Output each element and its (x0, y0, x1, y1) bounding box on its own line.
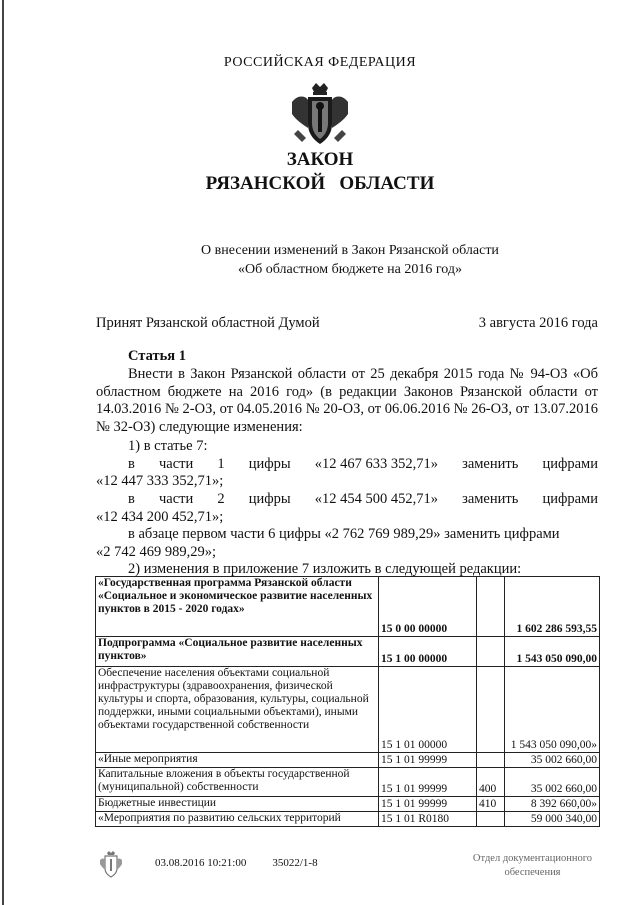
table-row (96, 753, 600, 768)
budget-table (95, 576, 600, 827)
part1-line (96, 456, 598, 473)
footer-meta (155, 857, 318, 869)
law-title (0, 148, 640, 196)
law-subject (150, 241, 550, 279)
table-row (96, 812, 600, 827)
row-name: Бюджетные инвестиции (96, 797, 379, 812)
part2-word: 2 (217, 491, 225, 507)
part3-line: в абзаце первом части 6 цифры «2 762 769 989,29» заменить цифрами (128, 526, 560, 542)
subject-line2: «Об областном бюджете на 2016 год» (238, 262, 462, 277)
part2-word: цифры (248, 491, 291, 507)
part1-word: части (158, 456, 194, 472)
row-amount: 1 543 050 090,00» (505, 667, 600, 753)
federation-header: РОССИЙСКАЯ ФЕДЕРАЦИЯ (223, 55, 417, 70)
part2-word: в (128, 491, 135, 507)
part2-word: заменить (462, 491, 519, 507)
part1-continuation: «12 447 333 352,71»; (96, 473, 224, 489)
row-amount: 8 392 660,00» (505, 797, 600, 812)
department-stamp (450, 852, 615, 880)
stamp-emblem-icon (98, 850, 124, 878)
department-line1: Отдел документационного (472, 853, 593, 864)
article-title: Статья 1 (128, 348, 186, 364)
table-row (96, 577, 600, 637)
row-amount: 35 002 660,00 (505, 753, 600, 768)
part1-word: в (128, 456, 135, 472)
row-type (477, 812, 505, 827)
row-amount: 1 543 050 090,00 (505, 637, 600, 667)
item-2: 2) изменения в приложение 7 изложить в следующей редакции: (128, 561, 522, 577)
adoption-row (96, 315, 598, 332)
adopted-date: 3 августа 2016 года (478, 315, 598, 331)
row-name: «Мероприятия по развитию сельских территорий (96, 812, 379, 827)
row-code: 15 1 01 00000 (379, 667, 477, 753)
row-name: Обеспечение населения объектами социальной инфраструктуры (здравоохранения, физической культуры и спорта, образования, культуры, социальной поддержки, иными социальными объектами), иными объектами государственной собственности (96, 667, 379, 753)
table-row (96, 667, 600, 753)
item-1: 1) в статье 7: (128, 438, 208, 454)
part2-word: цифрами (542, 491, 598, 507)
row-amount: 35 002 660,00 (505, 768, 600, 797)
row-amount: 1 602 286 593,55 (505, 577, 600, 637)
department-line2: обеспечения (504, 867, 561, 878)
part1-word: заменить (462, 456, 519, 472)
row-type (477, 753, 505, 768)
row-type: 410 (477, 797, 505, 812)
row-code: 15 1 00 00000 (379, 637, 477, 667)
part2-line (96, 491, 598, 508)
article-intro: Внести в Закон Рязанской области от 25 декабря 2015 года № 94-ОЗ «Об областном бюджете на 2016 год» (в редакции Законов Рязанской области от 14.03.2016 № 2-ОЗ, от 04.05.2016 № 20-ОЗ, от 06.06.2016 № 26-ОЗ, от 13.07.2016 № 32-ОЗ) следующие изменения: (96, 366, 598, 435)
row-type (477, 637, 505, 667)
row-name: «Иные мероприятия (96, 753, 379, 768)
part1-word: 1 (217, 456, 225, 472)
table-row (96, 637, 600, 667)
part1-word: «12 467 633 352,71» (314, 456, 438, 472)
footer-doc-number: 35022/1-8 (272, 857, 318, 869)
part2-word: «12 454 500 452,71» (314, 491, 438, 507)
part2-continuation: «12 434 200 452,71»; (96, 509, 224, 525)
row-name: «Государственная программа Рязанской области «Социальное и экономическое развитие населенных пунктов в 2015 - 2020 годах» (96, 577, 379, 637)
subject-line1: О внесении изменений в Закон Рязанской области (201, 243, 499, 258)
row-code: 15 1 01 99999 (379, 753, 477, 768)
table-row (96, 797, 600, 812)
page-edge (2, 0, 4, 905)
row-code: 15 1 01 R0180 (379, 812, 477, 827)
row-code: 15 0 00 00000 (379, 577, 477, 637)
part2-word: части (158, 491, 194, 507)
row-code: 15 1 01 99999 (379, 797, 477, 812)
footer-datetime: 03.08.2016 10:21:00 (155, 857, 247, 869)
part1-word: цифрами (542, 456, 598, 472)
part3-continuation: «2 742 469 989,29»; (96, 544, 217, 560)
coat-of-arms-icon (288, 80, 352, 148)
row-code: 15 1 01 99999 (379, 768, 477, 797)
row-type: 400 (477, 768, 505, 797)
row-name: Подпрограмма «Социальное развитие населенных пунктов» (96, 637, 379, 667)
row-name: Капитальные вложения в объекты государственной (муниципальной) собственности (96, 768, 379, 797)
part1-word: цифры (248, 456, 291, 472)
table-row (96, 768, 600, 797)
law-title-line2: РЯЗАНСКОЙ ОБЛАСТИ (205, 173, 435, 194)
adopted-by: Принят Рязанской областной Думой (96, 315, 320, 331)
row-type (477, 577, 505, 637)
row-amount: 59 000 340,00 (505, 812, 600, 827)
law-title-line1: ЗАКОН (286, 149, 354, 170)
row-type (477, 667, 505, 753)
